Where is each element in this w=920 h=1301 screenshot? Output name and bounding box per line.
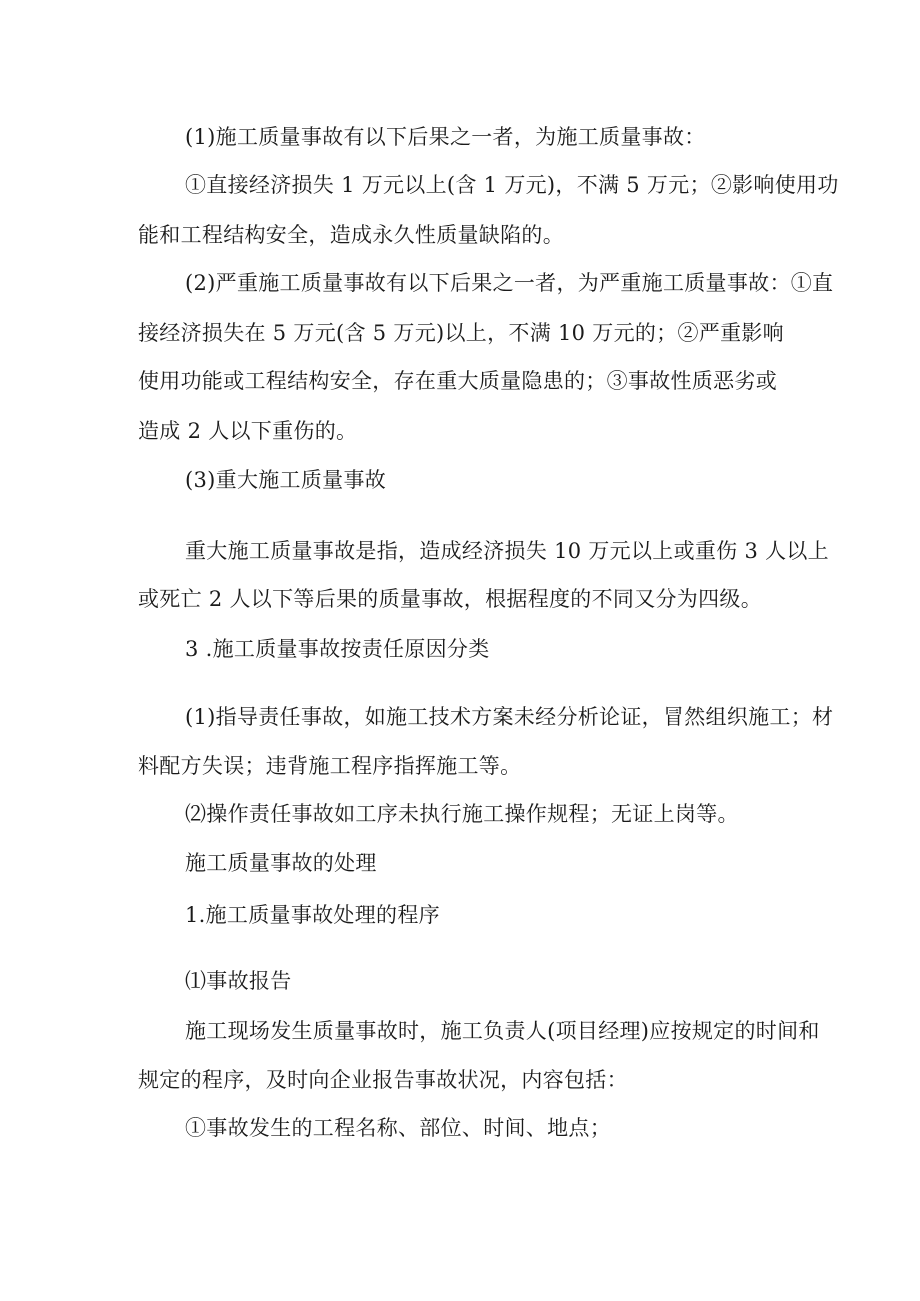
paragraph-line: 造成 2 人以下重伤的。 xyxy=(138,419,358,443)
section-heading: 施工质量事故的处理 xyxy=(185,851,377,875)
paragraph-line: 接经济损失在 5 万元(含 5 万元)以上，不满 10 万元的；②严重影响 xyxy=(138,321,784,345)
paragraph-line: (2)严重施工质量事故有以下后果之一者，为严重施工质量事故：①直 xyxy=(185,271,834,295)
paragraph-line: (1)施工质量事故有以下后果之一者，为施工质量事故： xyxy=(185,125,706,149)
paragraph-line: 使用功能或工程结构安全，存在重大质量隐患的；③事故性质恶劣或 xyxy=(138,369,777,393)
paragraph-line: ①直接经济损失 1 万元以上(含 1 万元)，不满 5 万元；②影响使用功 xyxy=(185,173,839,197)
paragraph-line: (1)指导责任事故，如施工技术方案未经分析论证，冒然组织施工；材 xyxy=(185,705,834,729)
section-heading: 1.施工质量事故处理的程序 xyxy=(185,903,440,927)
paragraph-line: 施工现场发生质量事故时，施工负责人(项目经理)应按规定的时间和 xyxy=(185,1019,820,1043)
paragraph-line: 能和工程结构安全，造成永久性质量缺陷的。 xyxy=(138,223,564,247)
section-heading: 3 .施工质量事故按责任原因分类 xyxy=(185,637,490,661)
paragraph-line: ①事故发生的工程名称、部位、时间、地点； xyxy=(185,1116,611,1140)
section-heading: (3)重大施工质量事故 xyxy=(185,468,387,492)
paragraph-line: 规定的程序，及时向企业报告事故状况，内容包括： xyxy=(138,1068,628,1092)
paragraph-line: 或死亡 2 人以下等后果的质量事故，根据程度的不同又分为四级。 xyxy=(138,587,763,611)
paragraph-line: 重大施工质量事故是指，造成经济损失 10 万元以上或重伤 3 人以上 xyxy=(185,539,829,563)
paragraph-line: 料配方失误；违背施工程序指挥施工等。 xyxy=(138,754,522,778)
section-heading: ⑴事故报告 xyxy=(185,969,292,993)
paragraph-line: ⑵操作责任事故如工序未执行施工操作规程；无证上岗等。 xyxy=(185,802,739,826)
